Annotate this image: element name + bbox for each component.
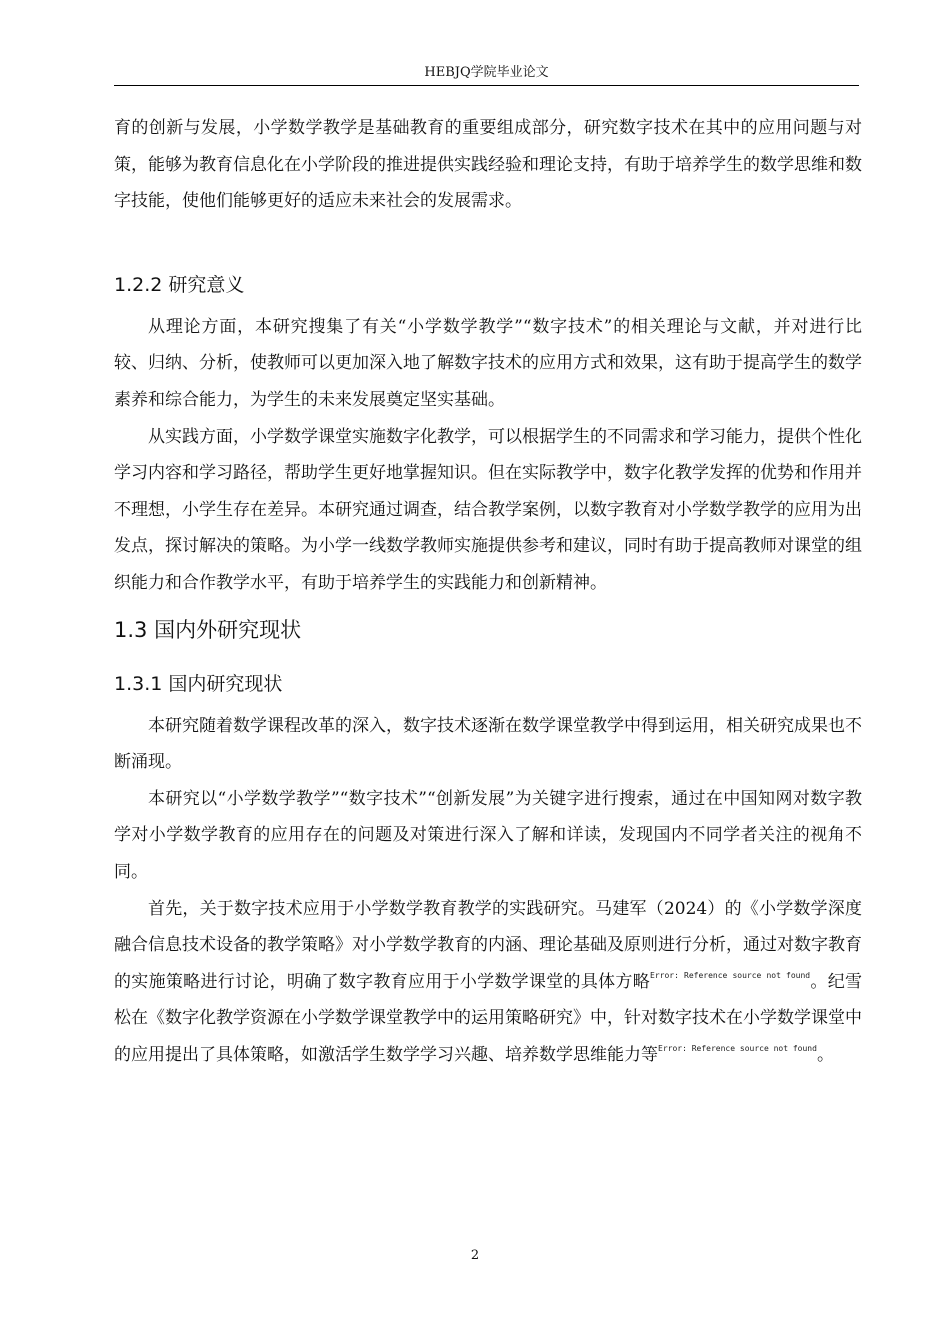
reference-error-2[interactable]: Error: Reference source not found <box>658 1043 817 1053</box>
reference-error-1[interactable]: Error: Reference source not found <box>650 970 811 980</box>
paragraph-text-part2: 。纪雪松在《数字化教学资源在小学数学课堂教学中的运用策略研究》中，针对数字技术在小学数学课堂中的应用提出了具体策略，如激活学生数学学习兴趣、培养数学思维能力等 <box>114 971 862 1065</box>
page-header: HEBJQ学院毕业论文 <box>114 64 859 86</box>
heading-1-2-2: 1.2.2 研究意义 <box>114 273 245 296</box>
paragraph-keyword-search: 本研究以“小学数学教学”“数字技术”“创新发展”为关键字进行搜索，通过在中国知网对数字教学对小学数学教育的应用存在的问题及对策进行深入了解和详读，发现国内不同学者关注的视角不同。 <box>114 788 862 882</box>
heading-1-3: 1.3 国内外研究现状 <box>114 617 302 642</box>
page-body <box>114 110 862 1073</box>
paragraph-research-background: 本研究随着数学课程改革的深入，数字技术逐渐在数学课堂教学中得到运用，相关研究成果也不断涌现。 <box>114 715 862 773</box>
paragraph-continued: 育的创新与发展，小学数学教学是基础教育的重要组成部分，研究数字技术在其中的应用问题与对策，能够为教育信息化在小学阶段的推进提供实践经验和理论支持，有助于培养学生的数学思维和数字技能，使他们能够更好的适应未来社会的发展需求。 <box>114 118 862 212</box>
paragraph-practice: 从实践方面，小学数学课堂实施数字化教学，可以根据学生的不同需求和学习能力，提供个性化学习内容和学习路径，帮助学生更好地掌握知识。但在实际教学中，数字化教学发挥的优势和作用并不理想，小学生存在差异。本研究通过调查，结合教学案例，以数字教育对小学数学教学的应用为出发点，探讨解决的策略。为小学一线数学教师实施提供参考和建议，同时有助于提高教师对课堂的组织能力和合作教学水平，有助于培养学生的实践能力和创新精神。 <box>114 426 862 593</box>
paragraph-first-practice <box>114 891 862 1074</box>
paragraph-theory: 从理论方面，本研究搜集了有关“小学数学教学”“数字技术”的相关理论与文献，并对进行比较、归纳、分析，使教师可以更加深入地了解数字技术的应用方式和效果，这有助于提高学生的数学素养和综合能力，为学生的未来发展奠定坚实基础。 <box>114 316 862 410</box>
paragraph-text-part3: 。 <box>816 1044 834 1065</box>
paragraph-text-part1: 首先，关于数字技术应用于小学数学教育教学的实践研究。马建军（2024）的《小学数学深度融合信息技术设备的教学策略》对小学数学教育的内涵、理论基础及原则进行分析，通过对数字教育的实施策略进行讨论，明确了数字教育应用于小学数学课堂的具体方略 <box>114 898 862 992</box>
heading-1-3-1: 1.3.1 国内研究现状 <box>114 672 283 695</box>
page-number: 2 <box>470 1248 480 1263</box>
